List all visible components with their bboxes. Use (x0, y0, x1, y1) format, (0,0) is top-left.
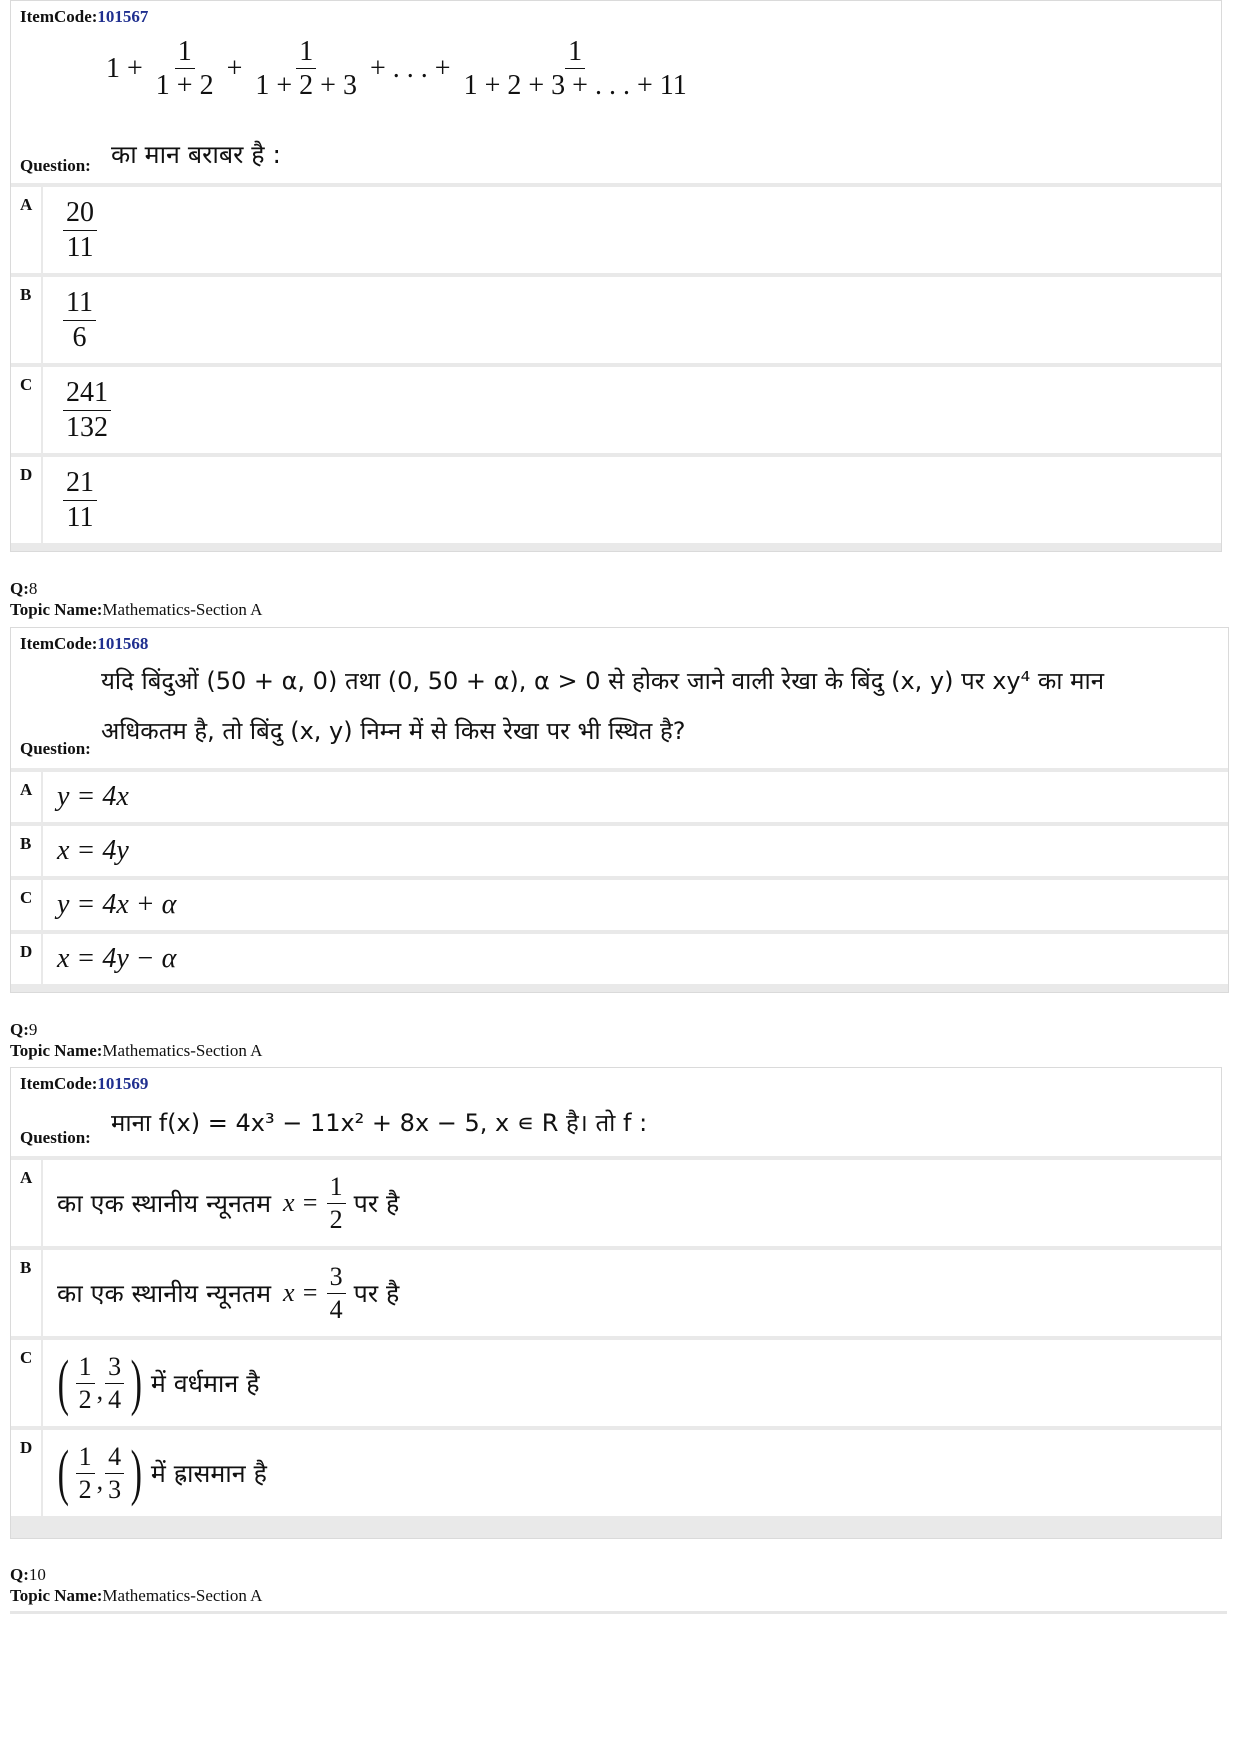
option-letter: D (11, 1430, 41, 1516)
question-8-line-1: यदि बिंदुओं (50 + α, 0) तथा (0, 50 + α), α > 0 से होकर जाने वाली रेखा के बिंदु (x, y) पर xy⁴ का मान (101, 667, 1105, 695)
question-7-text: का मान बराबर है : (111, 140, 281, 169)
option-letter: C (11, 880, 41, 930)
option-a[interactable] (11, 1160, 1221, 1246)
question-8-number: Q:8 (10, 579, 38, 598)
option-a[interactable] (11, 187, 1221, 273)
question-label: Question: (20, 739, 91, 758)
option-letter: B (11, 1250, 41, 1336)
option-letter: D (11, 934, 41, 984)
option-a-value: $\frac{20}{11}$ (43, 187, 1221, 273)
question-label: Question: (20, 1128, 91, 1147)
option-c-value: ( $\frac{1}{2}$ , $\frac{3}{4}$ ) में वर्धमान है (43, 1340, 1221, 1426)
option-d-value: x = 4y − α (43, 934, 1228, 984)
option-d[interactable] (11, 934, 1228, 984)
question-label: Question: (20, 156, 91, 175)
option-letter: D (11, 457, 41, 543)
option-a-value: का एक स्थानीय न्यूनतम x = $\frac{1}{2}$ पर है (43, 1160, 1221, 1246)
question-7-header (11, 1, 1221, 183)
option-b-value: का एक स्थानीय न्यूनतम x = $\frac{3}{4}$ पर है (43, 1250, 1221, 1336)
question-8-line-2: अधिकतम है, तो बिंदु (x, y) निम्न में से किस रेखा पर भी स्थित है? (101, 717, 686, 745)
left-paren: ( (57, 1439, 70, 1507)
option-letter: C (11, 1340, 41, 1426)
option-c[interactable] (11, 880, 1228, 930)
expr-dots: + . . . + (369, 52, 451, 84)
option-letter: B (11, 277, 41, 363)
option-c-value: $\frac{241}{132}$ (43, 367, 1221, 453)
comma: , (96, 1376, 104, 1405)
expr-term-1: $\frac{1}{1 + 2}$ (155, 36, 214, 102)
option-letter: A (11, 772, 41, 822)
question-10-number: Q:10 (10, 1565, 46, 1584)
option-letter: A (11, 1160, 41, 1246)
comma: , (96, 1466, 104, 1495)
option-c[interactable] (11, 367, 1221, 453)
option-b-value: x = 4y (43, 826, 1228, 876)
question-8-topic: Topic Name:Mathematics-Section A (10, 600, 263, 619)
question-9-header (11, 1068, 1221, 1156)
right-paren: ) (130, 1439, 143, 1507)
question-8-header (11, 628, 1228, 768)
question-9-text: माना f(x) = 4x³ − 11x² + 8x − 5, x ∊ R है। तो f : (111, 1109, 648, 1137)
question-7-box (10, 0, 1222, 552)
item-code-value: 101567 (97, 7, 149, 26)
question-10-topic: Topic Name:Mathematics-Section A (10, 1586, 263, 1605)
option-d[interactable] (11, 457, 1221, 543)
item-code-line: ItemCode:101568 (20, 634, 149, 653)
option-a[interactable] (11, 772, 1228, 822)
option-b[interactable] (11, 826, 1228, 876)
option-a-value: y = 4x (43, 772, 1228, 822)
expr-lead: 1 + (106, 52, 143, 84)
option-b-value: $\frac{11}{6}$ (43, 277, 1221, 363)
expr-term-3: $\frac{1}{1 + 2 + 3 + . . . + 11}$ (463, 36, 687, 102)
item-code-label: ItemCode: (20, 7, 98, 26)
question-9-box (10, 1067, 1222, 1539)
option-d-value: $\frac{21}{11}$ (43, 457, 1221, 543)
option-b[interactable] (11, 277, 1221, 363)
option-c[interactable] (11, 1340, 1221, 1426)
question-8-box (10, 627, 1229, 993)
left-paren: ( (57, 1349, 70, 1417)
option-b[interactable] (11, 1250, 1221, 1336)
option-c-value: y = 4x + α (43, 880, 1228, 930)
option-d-value: ( $\frac{1}{2}$ , $\frac{4}{3}$ ) में ह्रासमान है (43, 1430, 1221, 1516)
option-letter: C (11, 367, 41, 453)
item-code-line (20, 7, 148, 27)
expr-plus: + (226, 52, 243, 84)
question-9-number: Q:9 (10, 1020, 38, 1039)
option-letter: A (11, 187, 41, 273)
option-letter: B (11, 826, 41, 876)
question-9-topic: Topic Name:Mathematics-Section A (10, 1041, 263, 1060)
right-paren: ) (130, 1349, 143, 1417)
expr-term-2: $\frac{1}{1 + 2 + 3}$ (255, 36, 357, 102)
question-10-box-top (10, 1611, 1227, 1614)
item-code-line: ItemCode:101569 (20, 1074, 149, 1093)
option-d[interactable] (11, 1430, 1221, 1516)
series-expression (106, 37, 700, 101)
